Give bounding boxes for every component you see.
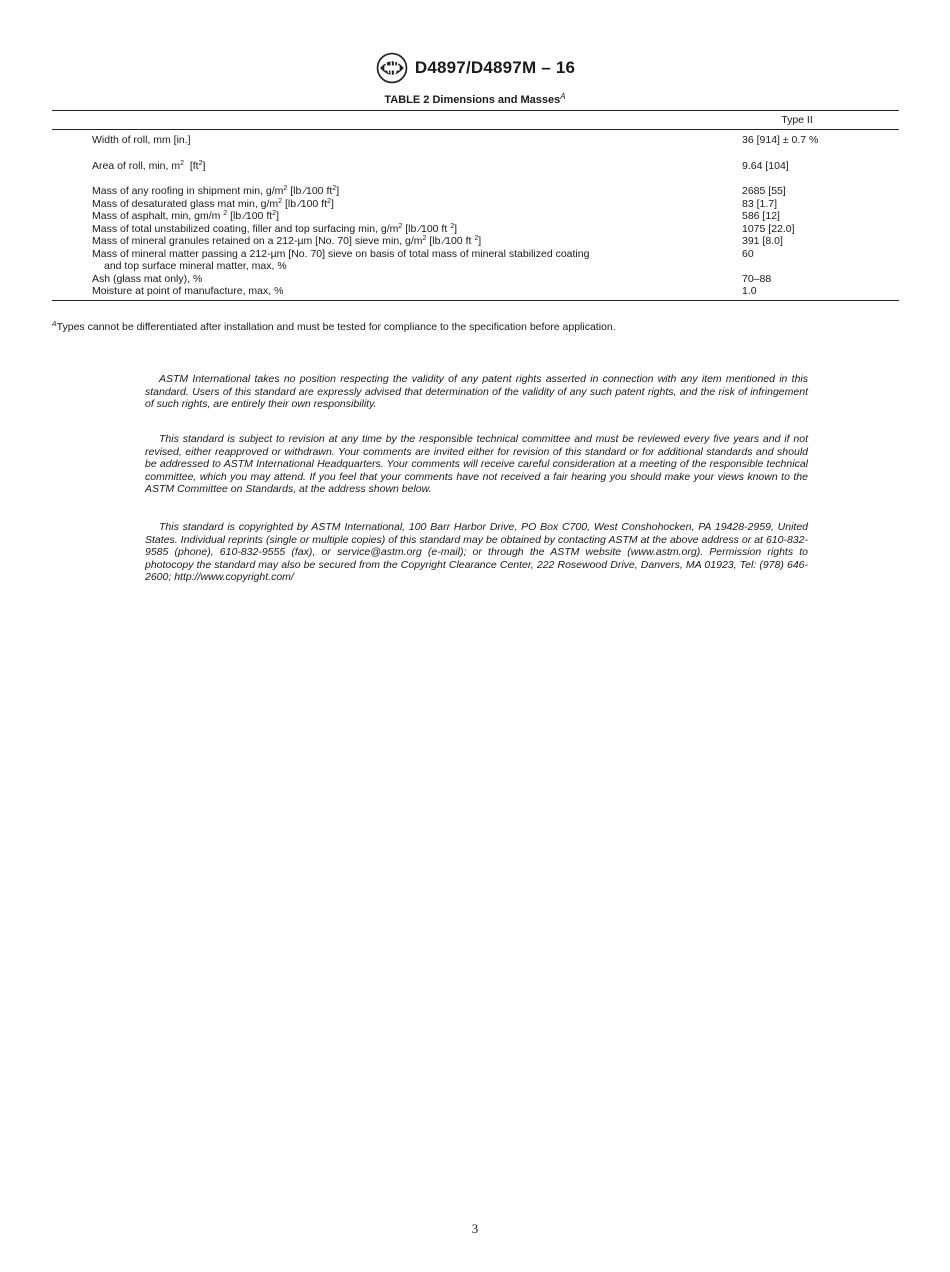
- column-header-type-ii: Type II: [781, 113, 813, 126]
- table-row: Area of roll, min, $m^2$ $[ft^2]$ 9.64 [104]: [92, 159, 789, 172]
- table-row: Mass of mineral granules retained on a 212-µm [No. 70] sieve min, $g/m^2$ [lb ⁄100 ft $^2$] 391 [8.0]: [92, 235, 783, 247]
- standard-designation: D4897/D4897M – 16: [414, 58, 576, 77]
- table-row: Ash (glass mat only), % 70–88: [92, 272, 772, 285]
- table-title: TABLE 2 Dimensions and Masses$^A$: [384, 92, 566, 106]
- table-row: Mass of mineral matter passing a 212-µm [No. 70] sieve on basis of total mass of mineral stabilized coating and top surface mineral matter, max, % 60: [92, 247, 754, 272]
- table-footnote: $^A$Types cannot be differentiated after installation and must be tested for compliance to the specification before application.: [52, 321, 616, 333]
- patent-notice: ASTM International takes no position respecting the validity of any patent rights asserted in connection with any item mentioned in this standard. Users of this standard are expressly advised that determination of the validity of any such patent rights, and the risk of infringement of such rights, are entirely their own responsibility.: [145, 373, 808, 410]
- table-row: Mass of any roofing in shipment min, $g/m^2$ [lb ⁄100 $ft^2$] 2685 [55]: [92, 185, 786, 197]
- dimensions-masses-table: [52, 110, 899, 301]
- table-row: Mass of total unstabilized coating, filler and top surfacing min, $g/m^2$ [lb ⁄100 ft $^2$] 1075 [22.0]: [92, 222, 795, 235]
- table-row: Mass of asphalt, min, gm/m $^2$ [lb ⁄100 $ft^2$] 586 [12]: [92, 210, 780, 222]
- table-row: Width of roll, mm [in.] 36 [914] ± 0.7 %: [92, 134, 819, 146]
- document-header: [0, 51, 950, 85]
- revision-notice: This standard is subject to revision at any time by the responsible technical committee and must be reviewed every five years and if not revised, either reapproved or withdrawn. Your comments are invited either for revision of this standard or for additional standards and should be addressed to ASTM International Headquarters. Your comments will receive careful consideration at a meeting of the responsible technical committee, which you may attend. If you feel that your comments have not received a fair hearing you should make your views known to the ASTM Committee on Standards, at the address shown below.: [145, 433, 808, 495]
- table-header-row: [52, 111, 899, 130]
- page-number: 3: [471, 1221, 479, 1236]
- copyright-notice: This standard is copyrighted by ASTM International, 100 Barr Harbor Drive, PO Box C700, West Conshohocken, PA 19428-2959, United States. Individual reprints (single or multiple copies) of this standard may be obtained by contacting ASTM at the above address or at 610-832-9585 (phone), 610-832-9555 (fax), or service@astm.org (e-mail); or through the ASTM website (www.astm.org). Permission rights to photocopy the standard may also be secured from the Copyright Clearance Center, 222 Rosewood Drive, Danvers, MA 01923, Tel: (978) 646-2600; http://www.copyright.com/: [145, 521, 808, 583]
- astm-logo-icon: [375, 51, 409, 85]
- table-row: Moisture at point of manufacture, max, % 1.0: [92, 285, 757, 297]
- table-row: Mass of desaturated glass mat min, $g/m^2$ [lb ⁄100 $ft^2$] 83 [1.7]: [92, 197, 778, 210]
